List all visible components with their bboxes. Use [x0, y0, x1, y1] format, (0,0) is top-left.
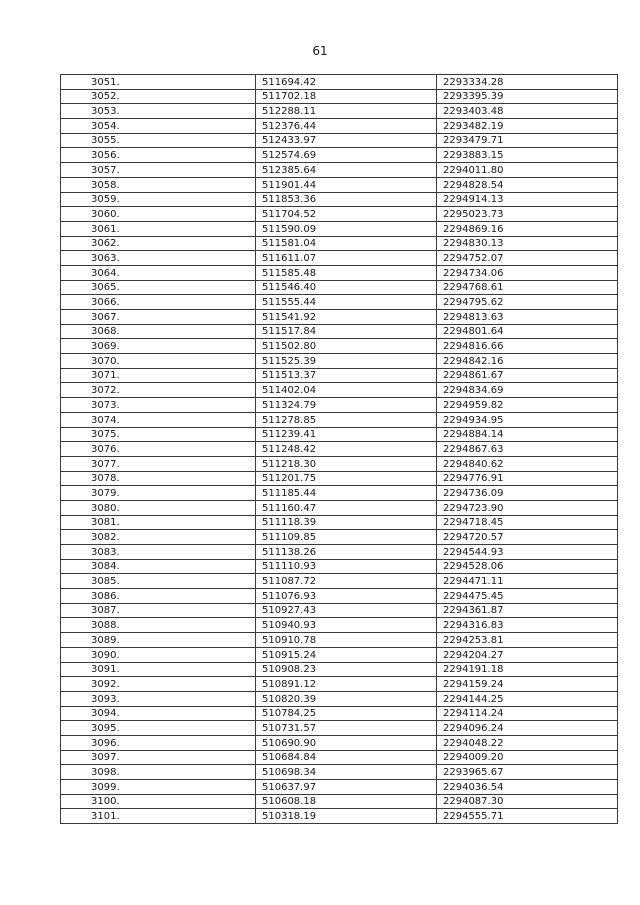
- x-coordinate-cell: 511239.41: [256, 427, 437, 442]
- table-row: [61, 574, 618, 589]
- point-number-cell: 3076.: [61, 442, 256, 457]
- y-coordinate-cell: 2294159.24: [437, 677, 618, 692]
- point-number-cell: 3052.: [61, 89, 256, 104]
- table-row: [61, 192, 618, 207]
- x-coordinate-cell: 511541.92: [256, 310, 437, 325]
- y-coordinate-cell: 2293479.71: [437, 133, 618, 148]
- x-coordinate-cell: 511087.72: [256, 574, 437, 589]
- table-row: [61, 442, 618, 457]
- y-coordinate-cell: 2294801.64: [437, 324, 618, 339]
- x-coordinate-cell: 511248.42: [256, 442, 437, 457]
- x-coordinate-cell: 511901.44: [256, 177, 437, 192]
- x-coordinate-cell: 511278.85: [256, 412, 437, 427]
- table-row: [61, 163, 618, 178]
- table-row: [61, 383, 618, 398]
- x-coordinate-cell: 510891.12: [256, 677, 437, 692]
- point-number-cell: 3055.: [61, 133, 256, 148]
- y-coordinate-cell: 2294555.71: [437, 809, 618, 824]
- table-row: [61, 589, 618, 604]
- y-coordinate-cell: 2294914.13: [437, 192, 618, 207]
- x-coordinate-cell: 511324.79: [256, 398, 437, 413]
- table-row: [61, 633, 618, 648]
- y-coordinate-cell: 2294816.66: [437, 339, 618, 354]
- y-coordinate-cell: 2294144.25: [437, 691, 618, 706]
- point-number-cell: 3057.: [61, 163, 256, 178]
- table-row: [61, 265, 618, 280]
- y-coordinate-cell: 2295023.73: [437, 207, 618, 222]
- x-coordinate-cell: 511201.75: [256, 471, 437, 486]
- table-row: [61, 427, 618, 442]
- y-coordinate-cell: 2294842.16: [437, 354, 618, 369]
- y-coordinate-cell: 2294768.61: [437, 280, 618, 295]
- point-number-cell: 3067.: [61, 310, 256, 325]
- y-coordinate-cell: 2294934.95: [437, 412, 618, 427]
- x-coordinate-cell: 511704.52: [256, 207, 437, 222]
- y-coordinate-cell: 2293334.28: [437, 75, 618, 90]
- y-coordinate-cell: 2294096.24: [437, 721, 618, 736]
- y-coordinate-cell: 2293403.48: [437, 104, 618, 119]
- y-coordinate-cell: 2294867.63: [437, 442, 618, 457]
- point-number-cell: 3063.: [61, 251, 256, 266]
- point-number-cell: 3071.: [61, 368, 256, 383]
- y-coordinate-cell: 2294718.45: [437, 515, 618, 530]
- y-coordinate-cell: 2294204.27: [437, 647, 618, 662]
- point-number-cell: 3054.: [61, 119, 256, 134]
- x-coordinate-cell: 510784.25: [256, 706, 437, 721]
- x-coordinate-cell: 511517.84: [256, 324, 437, 339]
- point-number-cell: 3090.: [61, 647, 256, 662]
- point-number-cell: 3078.: [61, 471, 256, 486]
- point-number-cell: 3069.: [61, 339, 256, 354]
- table-row: [61, 765, 618, 780]
- y-coordinate-cell: 2294528.06: [437, 559, 618, 574]
- y-coordinate-cell: 2294795.62: [437, 295, 618, 310]
- y-coordinate-cell: 2294036.54: [437, 780, 618, 795]
- table-row: [61, 339, 618, 354]
- x-coordinate-cell: 511546.40: [256, 280, 437, 295]
- y-coordinate-cell: 2294884.14: [437, 427, 618, 442]
- y-coordinate-cell: 2294869.16: [437, 221, 618, 236]
- table-row: [61, 500, 618, 515]
- y-coordinate-cell: 2294776.91: [437, 471, 618, 486]
- y-coordinate-cell: 2294959.82: [437, 398, 618, 413]
- x-coordinate-cell: 511585.48: [256, 265, 437, 280]
- point-number-cell: 3098.: [61, 765, 256, 780]
- x-coordinate-cell: 510731.57: [256, 721, 437, 736]
- table-row: [61, 310, 618, 325]
- table-row: [61, 750, 618, 765]
- y-coordinate-cell: 2294191.18: [437, 662, 618, 677]
- point-number-cell: 3073.: [61, 398, 256, 413]
- point-number-cell: 3051.: [61, 75, 256, 90]
- y-coordinate-cell: 2294048.22: [437, 735, 618, 750]
- table-row: [61, 104, 618, 119]
- table-row: [61, 486, 618, 501]
- table-row: [61, 295, 618, 310]
- x-coordinate-cell: 511218.30: [256, 456, 437, 471]
- x-coordinate-cell: 512433.97: [256, 133, 437, 148]
- table-row: [61, 324, 618, 339]
- y-coordinate-cell: 2294471.11: [437, 574, 618, 589]
- table-row: [61, 354, 618, 369]
- point-number-cell: 3093.: [61, 691, 256, 706]
- table-row: [61, 280, 618, 295]
- y-coordinate-cell: 2294316.83: [437, 618, 618, 633]
- point-number-cell: 3060.: [61, 207, 256, 222]
- x-coordinate-cell: 510940.93: [256, 618, 437, 633]
- point-number-cell: 3087.: [61, 603, 256, 618]
- x-coordinate-cell: 511525.39: [256, 354, 437, 369]
- x-coordinate-cell: 510927.43: [256, 603, 437, 618]
- table-row: [61, 398, 618, 413]
- point-number-cell: 3096.: [61, 735, 256, 750]
- x-coordinate-cell: 511513.37: [256, 368, 437, 383]
- x-coordinate-cell: 511160.47: [256, 500, 437, 515]
- table-row: [61, 207, 618, 222]
- x-coordinate-cell: 510698.34: [256, 765, 437, 780]
- y-coordinate-cell: 2294253.81: [437, 633, 618, 648]
- point-number-cell: 3066.: [61, 295, 256, 310]
- table-row: [61, 471, 618, 486]
- table-row: [61, 515, 618, 530]
- point-number-cell: 3064.: [61, 265, 256, 280]
- x-coordinate-cell: 511590.09: [256, 221, 437, 236]
- x-coordinate-cell: 511694.42: [256, 75, 437, 90]
- x-coordinate-cell: 512376.44: [256, 119, 437, 134]
- x-coordinate-cell: 510684.84: [256, 750, 437, 765]
- x-coordinate-cell: 510608.18: [256, 794, 437, 809]
- x-coordinate-cell: 510908.23: [256, 662, 437, 677]
- x-coordinate-cell: 511076.93: [256, 589, 437, 604]
- y-coordinate-cell: 2294114.24: [437, 706, 618, 721]
- x-coordinate-cell: 511611.07: [256, 251, 437, 266]
- table-row: [61, 221, 618, 236]
- table-row: [61, 251, 618, 266]
- x-coordinate-cell: 510820.39: [256, 691, 437, 706]
- y-coordinate-cell: 2294861.67: [437, 368, 618, 383]
- x-coordinate-cell: 511110.93: [256, 559, 437, 574]
- table-row: [61, 618, 618, 633]
- point-number-cell: 3075.: [61, 427, 256, 442]
- x-coordinate-cell: 511702.18: [256, 89, 437, 104]
- x-coordinate-cell: 510637.97: [256, 780, 437, 795]
- table-row: [61, 735, 618, 750]
- point-number-cell: 3061.: [61, 221, 256, 236]
- y-coordinate-cell: 2294011.80: [437, 163, 618, 178]
- y-coordinate-cell: 2293395.39: [437, 89, 618, 104]
- y-coordinate-cell: 2294720.57: [437, 530, 618, 545]
- y-coordinate-cell: 2294475.45: [437, 589, 618, 604]
- x-coordinate-cell: 511555.44: [256, 295, 437, 310]
- table-row: [61, 148, 618, 163]
- point-number-cell: 3084.: [61, 559, 256, 574]
- point-number-cell: 3053.: [61, 104, 256, 119]
- y-coordinate-cell: 2294087.30: [437, 794, 618, 809]
- point-number-cell: 3072.: [61, 383, 256, 398]
- table-row: [61, 89, 618, 104]
- point-number-cell: 3101.: [61, 809, 256, 824]
- x-coordinate-cell: 512385.64: [256, 163, 437, 178]
- y-coordinate-cell: 2294752.07: [437, 251, 618, 266]
- y-coordinate-cell: 2294813.63: [437, 310, 618, 325]
- point-number-cell: 3077.: [61, 456, 256, 471]
- x-coordinate-cell: 510318.19: [256, 809, 437, 824]
- table-row: [61, 809, 618, 824]
- point-number-cell: 3068.: [61, 324, 256, 339]
- table-row: [61, 368, 618, 383]
- point-number-cell: 3099.: [61, 780, 256, 795]
- coordinates-table: [60, 74, 618, 824]
- x-coordinate-cell: 512288.11: [256, 104, 437, 119]
- point-number-cell: 3085.: [61, 574, 256, 589]
- y-coordinate-cell: 2293482.19: [437, 119, 618, 134]
- point-number-cell: 3092.: [61, 677, 256, 692]
- y-coordinate-cell: 2294544.93: [437, 545, 618, 560]
- point-number-cell: 3097.: [61, 750, 256, 765]
- point-number-cell: 3091.: [61, 662, 256, 677]
- x-coordinate-cell: 511853.36: [256, 192, 437, 207]
- table-row: [61, 647, 618, 662]
- y-coordinate-cell: 2294830.13: [437, 236, 618, 251]
- point-number-cell: 3083.: [61, 545, 256, 560]
- x-coordinate-cell: 511502.80: [256, 339, 437, 354]
- table-row: [61, 603, 618, 618]
- table-row: [61, 412, 618, 427]
- point-number-cell: 3100.: [61, 794, 256, 809]
- y-coordinate-cell: 2294361.87: [437, 603, 618, 618]
- table-row: [61, 677, 618, 692]
- coordinates-table-body: [61, 75, 618, 824]
- table-row: [61, 662, 618, 677]
- point-number-cell: 3065.: [61, 280, 256, 295]
- point-number-cell: 3079.: [61, 486, 256, 501]
- point-number-cell: 3056.: [61, 148, 256, 163]
- table-row: [61, 133, 618, 148]
- table-row: [61, 545, 618, 560]
- x-coordinate-cell: 511109.85: [256, 530, 437, 545]
- point-number-cell: 3080.: [61, 500, 256, 515]
- point-number-cell: 3058.: [61, 177, 256, 192]
- table-row: [61, 236, 618, 251]
- table-row: [61, 780, 618, 795]
- point-number-cell: 3082.: [61, 530, 256, 545]
- y-coordinate-cell: 2294734.06: [437, 265, 618, 280]
- x-coordinate-cell: 510690.90: [256, 735, 437, 750]
- y-coordinate-cell: 2294009.20: [437, 750, 618, 765]
- point-number-cell: 3089.: [61, 633, 256, 648]
- table-row: [61, 119, 618, 134]
- point-number-cell: 3086.: [61, 589, 256, 604]
- page-number: 61: [312, 44, 328, 58]
- y-coordinate-cell: 2294736.09: [437, 486, 618, 501]
- x-coordinate-cell: 511185.44: [256, 486, 437, 501]
- x-coordinate-cell: 512574.69: [256, 148, 437, 163]
- x-coordinate-cell: 511581.04: [256, 236, 437, 251]
- y-coordinate-cell: 2294828.54: [437, 177, 618, 192]
- y-coordinate-cell: 2293883.15: [437, 148, 618, 163]
- y-coordinate-cell: 2294723.90: [437, 500, 618, 515]
- x-coordinate-cell: 511118.39: [256, 515, 437, 530]
- point-number-cell: 3081.: [61, 515, 256, 530]
- table-row: [61, 75, 618, 90]
- table-row: [61, 559, 618, 574]
- point-number-cell: 3094.: [61, 706, 256, 721]
- table-row: [61, 706, 618, 721]
- x-coordinate-cell: 511402.04: [256, 383, 437, 398]
- table-row: [61, 456, 618, 471]
- point-number-cell: 3074.: [61, 412, 256, 427]
- x-coordinate-cell: 510910.78: [256, 633, 437, 648]
- table-row: [61, 177, 618, 192]
- y-coordinate-cell: 2294834.69: [437, 383, 618, 398]
- point-number-cell: 3070.: [61, 354, 256, 369]
- point-number-cell: 3059.: [61, 192, 256, 207]
- point-number-cell: 3088.: [61, 618, 256, 633]
- y-coordinate-cell: 2293965.67: [437, 765, 618, 780]
- table-row: [61, 691, 618, 706]
- x-coordinate-cell: 510915.24: [256, 647, 437, 662]
- table-row: [61, 721, 618, 736]
- x-coordinate-cell: 511138.26: [256, 545, 437, 560]
- point-number-cell: 3095.: [61, 721, 256, 736]
- y-coordinate-cell: 2294840.62: [437, 456, 618, 471]
- table-row: [61, 530, 618, 545]
- table-row: [61, 794, 618, 809]
- point-number-cell: 3062.: [61, 236, 256, 251]
